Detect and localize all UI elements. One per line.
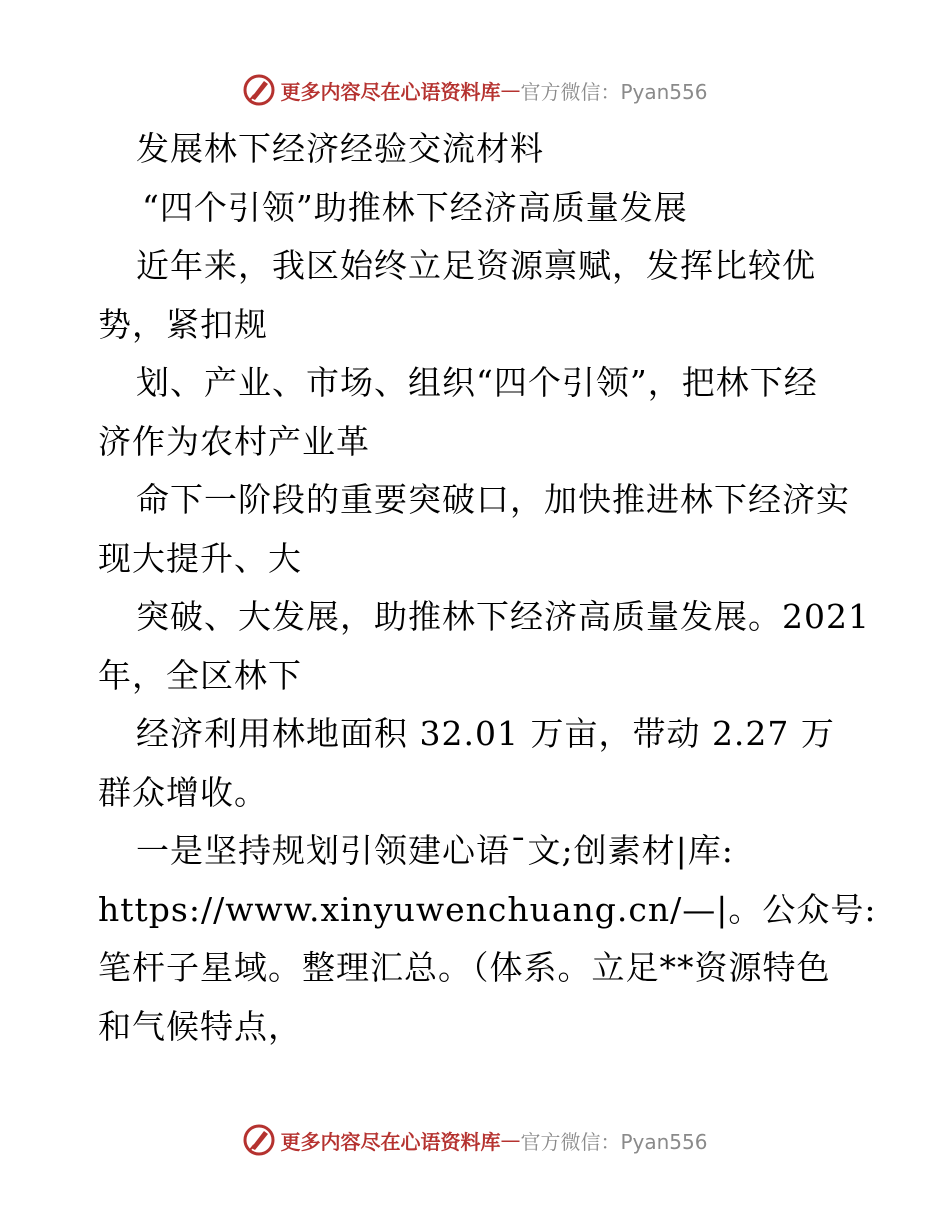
paragraph-line: 经济利用林地面积 32.01 万亩，带动 2.27 万	[136, 714, 835, 753]
banner-wechat-text: 官方微信：Pyan556	[520, 1129, 708, 1154]
paragraph-line: 笔杆子星域。整理汇总。（体系。立足**资源特色	[98, 948, 831, 987]
paragraph-line: 势，紧扣规	[98, 304, 268, 344]
paragraph-line: 群众增收。	[98, 772, 268, 812]
header-watermark-banner	[0, 70, 950, 110]
banner-separator: —	[500, 1128, 521, 1152]
banner-brand-text: 更多内容尽在心语资料库	[280, 79, 501, 104]
paragraph-line-url: https://www.xinyuwenchuang.cn/—|。公众号:	[98, 889, 877, 929]
paragraph-line: 一是坚持规划引领建心语¯文;创素材|库:	[136, 831, 734, 870]
banner-brand-text: 更多内容尽在心语资料库	[280, 1129, 501, 1154]
paragraph-line: 济作为农村产业革	[98, 421, 370, 461]
paragraph-line: 划、产业、市场、组织“四个引领”，把林下经	[136, 363, 818, 402]
paragraph-line: 命下一阶段的重要突破口，加快推进林下经济实	[136, 480, 850, 519]
footer-watermark-banner	[0, 1120, 950, 1160]
document-subtitle: “四个引领”助推林下经济高质量发展	[142, 187, 688, 227]
banner-separator: —	[500, 78, 521, 102]
paragraph-line: 现大提升、大	[98, 538, 302, 578]
quill-pen-logo-icon	[242, 73, 276, 107]
paragraph-line: 突破、大发展，助推林下经济高质量发展。2021	[136, 597, 870, 636]
paragraph-line: 近年来，我区始终立足资源禀赋，发挥比较优	[136, 246, 816, 285]
banner-wechat-text: 官方微信：Pyan556	[520, 79, 708, 104]
quill-pen-logo-icon	[242, 1123, 276, 1157]
document-title: 发展林下经济经验交流材料	[136, 129, 544, 168]
paragraph-line: 年，全区林下	[98, 655, 302, 695]
paragraph-line: 和气候特点，	[98, 1006, 302, 1046]
document-body	[98, 120, 877, 1056]
